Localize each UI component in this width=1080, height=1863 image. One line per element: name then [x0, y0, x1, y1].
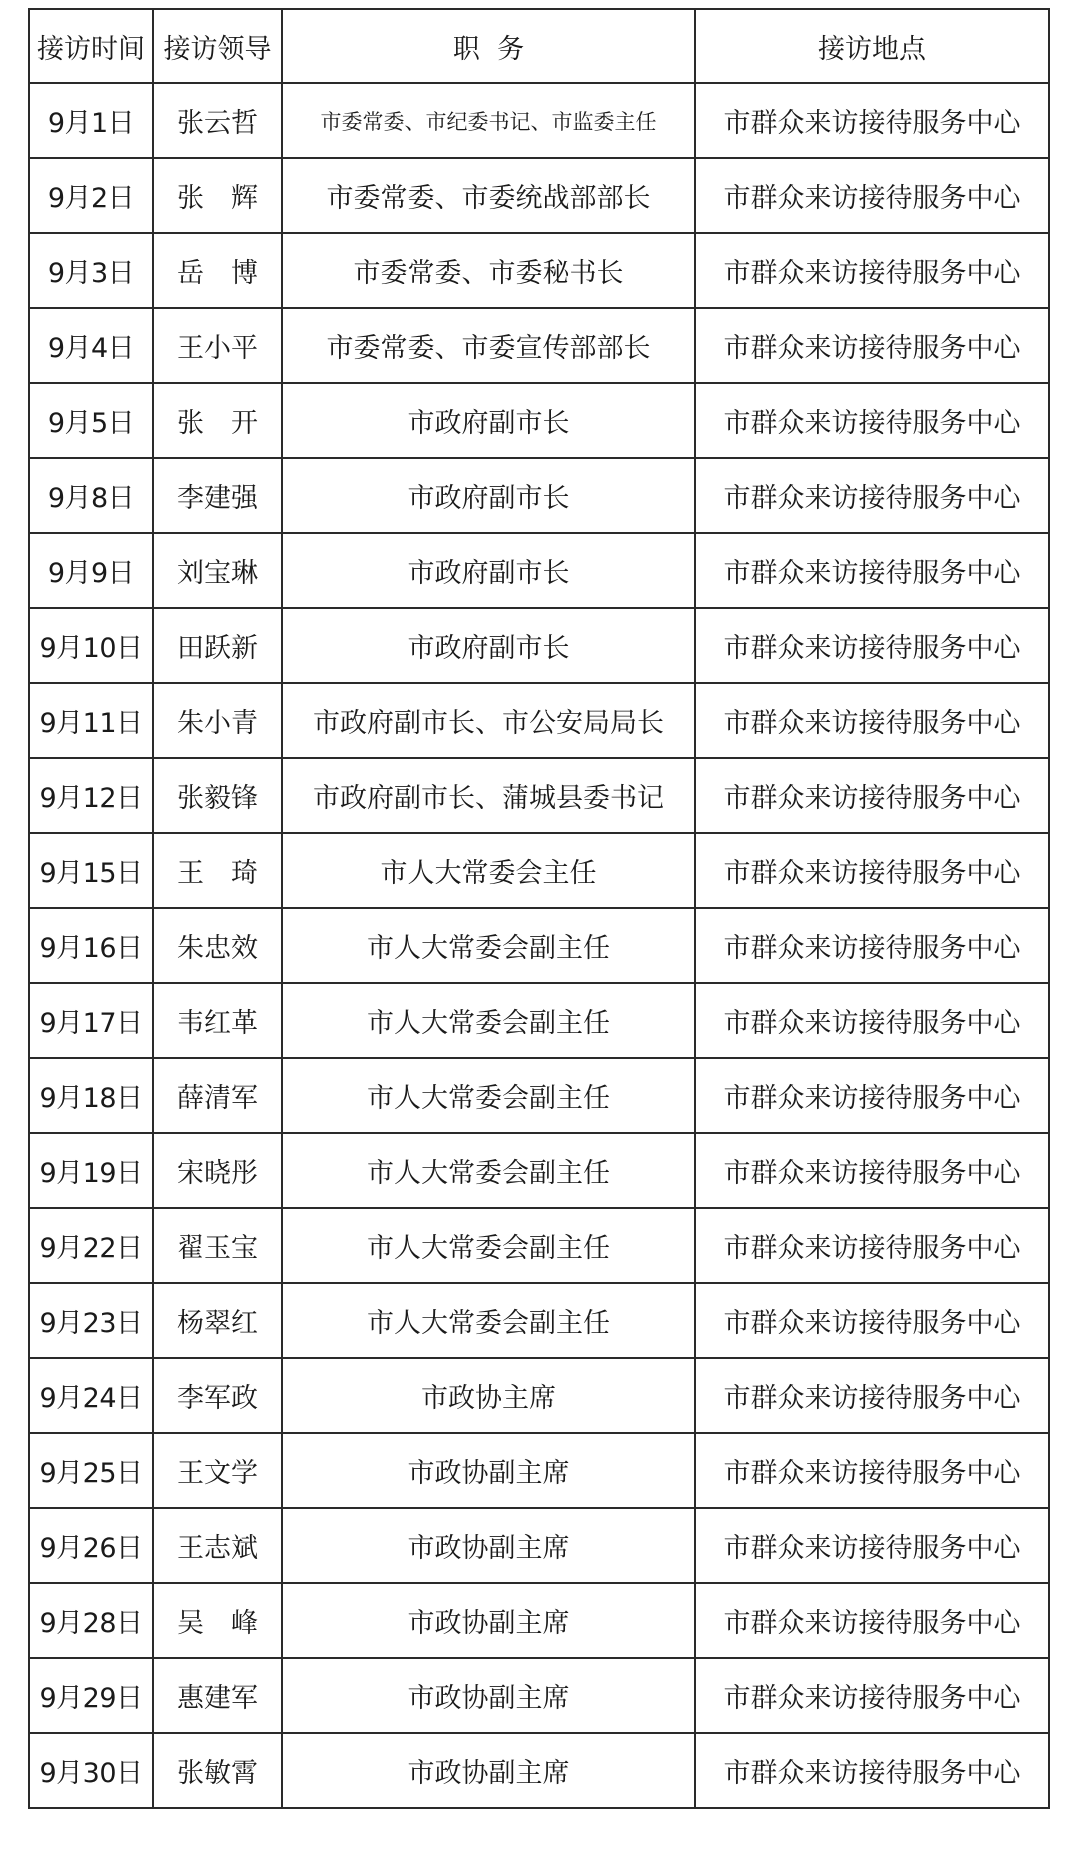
cell-title: 市人大常委会副主任 [282, 1283, 695, 1358]
table-row [29, 1508, 1049, 1583]
cell-place: 市群众来访接待服务中心 [695, 1733, 1049, 1808]
table-row [29, 833, 1049, 908]
cell-leader: 王志斌 [153, 1508, 282, 1583]
cell-place: 市群众来访接待服务中心 [695, 83, 1049, 158]
table-row [29, 83, 1049, 158]
cell-leader: 翟玉宝 [153, 1208, 282, 1283]
cell-date: 9月5日 [29, 383, 153, 458]
cell-date: 9月24日 [29, 1358, 153, 1433]
cell-title: 市政府副市长、蒲城县委书记 [282, 758, 695, 833]
cell-leader: 韦红革 [153, 983, 282, 1058]
cell-place: 市群众来访接待服务中心 [695, 1508, 1049, 1583]
cell-leader: 张 辉 [153, 158, 282, 233]
cell-place: 市群众来访接待服务中心 [695, 983, 1049, 1058]
cell-leader: 吴 峰 [153, 1583, 282, 1658]
cell-date: 9月23日 [29, 1283, 153, 1358]
cell-place: 市群众来访接待服务中心 [695, 1283, 1049, 1358]
cell-leader: 杨翠红 [153, 1283, 282, 1358]
cell-place: 市群众来访接待服务中心 [695, 1658, 1049, 1733]
cell-date: 9月12日 [29, 758, 153, 833]
cell-leader: 朱小青 [153, 683, 282, 758]
cell-title: 市委常委、市委秘书长 [282, 233, 695, 308]
table-row [29, 158, 1049, 233]
table-row [29, 1058, 1049, 1133]
cell-title: 市人大常委会副主任 [282, 908, 695, 983]
cell-title: 市人大常委会副主任 [282, 1133, 695, 1208]
cell-leader: 李军政 [153, 1358, 282, 1433]
cell-place: 市群众来访接待服务中心 [695, 1433, 1049, 1508]
cell-leader: 张 开 [153, 383, 282, 458]
cell-leader: 张毅锋 [153, 758, 282, 833]
cell-title: 市政府副市长 [282, 533, 695, 608]
table-row [29, 1283, 1049, 1358]
cell-place: 市群众来访接待服务中心 [695, 1208, 1049, 1283]
cell-leader: 李建强 [153, 458, 282, 533]
cell-leader: 张敏霄 [153, 1733, 282, 1808]
cell-date: 9月26日 [29, 1508, 153, 1583]
table-row [29, 1358, 1049, 1433]
header-place: 接访地点 [695, 9, 1049, 83]
cell-date: 9月3日 [29, 233, 153, 308]
cell-title: 市委常委、市纪委书记、市监委主任 [282, 83, 695, 158]
cell-place: 市群众来访接待服务中心 [695, 1058, 1049, 1133]
table-body [29, 83, 1049, 1808]
table-row [29, 908, 1049, 983]
table-row [29, 1208, 1049, 1283]
table-row [29, 1433, 1049, 1508]
table-row [29, 383, 1049, 458]
cell-leader: 田跃新 [153, 608, 282, 683]
table-row [29, 308, 1049, 383]
cell-leader: 王小平 [153, 308, 282, 383]
table-row [29, 1733, 1049, 1808]
cell-leader: 张云哲 [153, 83, 282, 158]
header-date: 接访时间 [29, 9, 153, 83]
cell-place: 市群众来访接待服务中心 [695, 233, 1049, 308]
cell-leader: 惠建军 [153, 1658, 282, 1733]
cell-title: 市政协主席 [282, 1358, 695, 1433]
cell-leader: 薛清军 [153, 1058, 282, 1133]
cell-date: 9月4日 [29, 308, 153, 383]
cell-title: 市政府副市长 [282, 383, 695, 458]
cell-date: 9月30日 [29, 1733, 153, 1808]
cell-date: 9月22日 [29, 1208, 153, 1283]
cell-title: 市政协副主席 [282, 1583, 695, 1658]
cell-title: 市政府副市长 [282, 608, 695, 683]
cell-title: 市委常委、市委宣传部部长 [282, 308, 695, 383]
cell-title: 市人大常委会主任 [282, 833, 695, 908]
cell-title: 市政府副市长 [282, 458, 695, 533]
cell-place: 市群众来访接待服务中心 [695, 1583, 1049, 1658]
cell-leader: 宋晓彤 [153, 1133, 282, 1208]
cell-date: 9月25日 [29, 1433, 153, 1508]
cell-place: 市群众来访接待服务中心 [695, 1133, 1049, 1208]
cell-place: 市群众来访接待服务中心 [695, 1358, 1049, 1433]
cell-title: 市委常委、市委统战部部长 [282, 158, 695, 233]
cell-title: 市人大常委会副主任 [282, 1058, 695, 1133]
cell-title: 市人大常委会副主任 [282, 1208, 695, 1283]
cell-place: 市群众来访接待服务中心 [695, 383, 1049, 458]
cell-place: 市群众来访接待服务中心 [695, 908, 1049, 983]
cell-place: 市群众来访接待服务中心 [695, 308, 1049, 383]
cell-place: 市群众来访接待服务中心 [695, 458, 1049, 533]
cell-place: 市群众来访接待服务中心 [695, 158, 1049, 233]
cell-date: 9月18日 [29, 1058, 153, 1133]
table-row [29, 983, 1049, 1058]
cell-date: 9月29日 [29, 1658, 153, 1733]
cell-date: 9月9日 [29, 533, 153, 608]
table-row [29, 683, 1049, 758]
cell-date: 9月1日 [29, 83, 153, 158]
cell-date: 9月16日 [29, 908, 153, 983]
cell-place: 市群众来访接待服务中心 [695, 608, 1049, 683]
table-row [29, 1658, 1049, 1733]
reception-schedule-sheet [28, 8, 1048, 1809]
cell-place: 市群众来访接待服务中心 [695, 683, 1049, 758]
table-row [29, 608, 1049, 683]
cell-title: 市人大常委会副主任 [282, 983, 695, 1058]
table-row [29, 458, 1049, 533]
table-row [29, 1133, 1049, 1208]
header-leader: 接访领导 [153, 9, 282, 83]
cell-place: 市群众来访接待服务中心 [695, 533, 1049, 608]
cell-place: 市群众来访接待服务中心 [695, 833, 1049, 908]
cell-title: 市政协副主席 [282, 1733, 695, 1808]
table-row [29, 233, 1049, 308]
cell-leader: 王文学 [153, 1433, 282, 1508]
cell-date: 9月17日 [29, 983, 153, 1058]
reception-schedule-table [28, 8, 1050, 1809]
table-row [29, 533, 1049, 608]
cell-date: 9月28日 [29, 1583, 153, 1658]
cell-title: 市政协副主席 [282, 1433, 695, 1508]
cell-date: 9月19日 [29, 1133, 153, 1208]
cell-leader: 刘宝琳 [153, 533, 282, 608]
cell-leader: 朱忠效 [153, 908, 282, 983]
cell-place: 市群众来访接待服务中心 [695, 758, 1049, 833]
cell-date: 9月8日 [29, 458, 153, 533]
header-title: 职 务 [282, 9, 695, 83]
cell-leader: 王 琦 [153, 833, 282, 908]
cell-title: 市政协副主席 [282, 1658, 695, 1733]
table-row [29, 1583, 1049, 1658]
cell-date: 9月11日 [29, 683, 153, 758]
table-header-row [29, 9, 1049, 83]
cell-date: 9月2日 [29, 158, 153, 233]
cell-date: 9月10日 [29, 608, 153, 683]
cell-title: 市政协副主席 [282, 1508, 695, 1583]
cell-date: 9月15日 [29, 833, 153, 908]
cell-title: 市政府副市长、市公安局局长 [282, 683, 695, 758]
cell-leader: 岳 博 [153, 233, 282, 308]
table-row [29, 758, 1049, 833]
